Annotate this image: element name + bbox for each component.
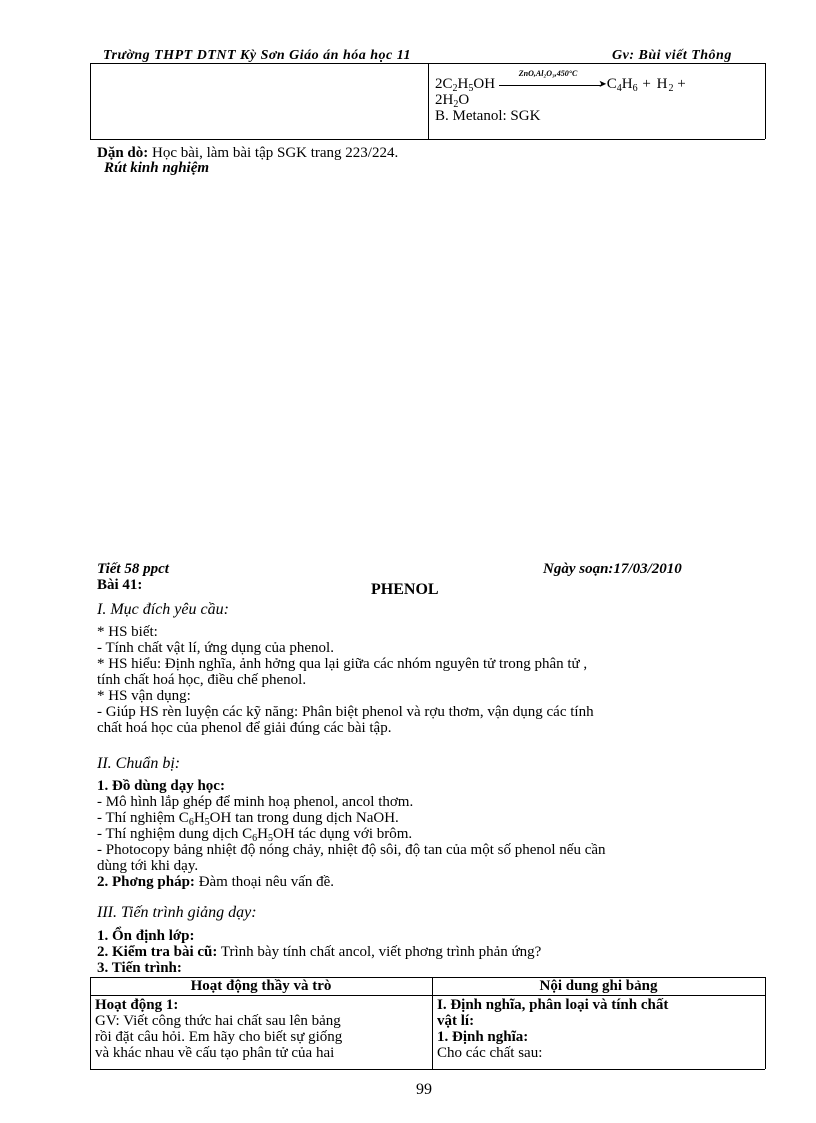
page-number: 99 bbox=[416, 1081, 432, 1098]
section2-title: II. Chuẩn bị: bbox=[97, 755, 181, 772]
reaction-line: $2C_2H_5OH$ ZnO,Al₂O₃,450°C ➤ $C_4H_6 + H_2$ + bbox=[435, 68, 686, 94]
section1-line: * HS biết: bbox=[97, 624, 158, 640]
lesson-number: Bài 41: bbox=[97, 577, 143, 593]
step-1: 1. Ổn định lớp: bbox=[97, 928, 195, 944]
reaction-line-2: $2H_2O$ bbox=[435, 92, 470, 110]
equipment-line: dùng tới khi dạy. bbox=[97, 858, 199, 874]
step-3: 3. Tiến trình: bbox=[97, 960, 182, 976]
lesson-title: PHENOL bbox=[371, 581, 439, 598]
equipment-line: - Photocopy bảng nhiệt độ nóng chảy, nhiệt độ sôi, độ tan của một số phenol nếu cần bbox=[97, 842, 606, 858]
section1-title: I. Mục đích yêu cầu: bbox=[97, 601, 229, 618]
col1-header: Hoạt động thầy và trò bbox=[190, 978, 332, 994]
section2-sub1: 1. Đồ dùng dạy học: bbox=[97, 778, 225, 794]
section3-body bbox=[97, 928, 759, 976]
section2-body bbox=[97, 794, 759, 890]
reaction-arrow: ZnO,Al₂O₃,450°C ➤ bbox=[499, 78, 607, 92]
period-label: Tiết 58 ppct bbox=[97, 561, 169, 577]
step-2: 2. Kiểm tra bài cũ: Trình bày tính chất ancol, viết phơng trình phản ứng? bbox=[97, 944, 542, 960]
section1-line: - Giúp HS rèn luyện các kỹ năng: Phân biệt phenol và rợu thơm, vận dụng các tính bbox=[97, 704, 594, 720]
col2-header: Nội dung ghi bảng bbox=[539, 978, 658, 994]
section1-line: chất hoá học của phenol để giải đúng các bài tập. bbox=[97, 720, 392, 736]
activity-line: và khác nhau về cấu tạo phân tử của hai bbox=[95, 1045, 335, 1061]
table-right-border bbox=[765, 63, 766, 139]
homework-line: Dặn dò: Học bài, làm bài tập SGK trang 223/224. bbox=[97, 145, 399, 161]
section1-line: tính chất hoá học, điều chế phenol. bbox=[97, 672, 307, 688]
table-bottom-border bbox=[90, 139, 765, 140]
page-header-right: Gv: Bùi viết Thông bbox=[612, 48, 732, 63]
metanol-line: B. Metanol: SGK bbox=[435, 108, 541, 124]
bottom-table-right-border bbox=[765, 977, 766, 1069]
equipment-line: - Mô hình lắp ghép để minh hoạ phenol, ancol thơm. bbox=[97, 794, 414, 810]
content-title: I. Định nghĩa, phân loại và tính chất bbox=[437, 997, 669, 1013]
table-middle-border bbox=[428, 63, 429, 139]
activity-line: rồi đặt câu hỏi. Em hãy cho biết sự giống bbox=[95, 1029, 343, 1045]
activity-title: Hoạt động 1: bbox=[95, 997, 179, 1013]
section3-title: III. Tiến trình giảng dạy: bbox=[97, 904, 257, 921]
section1-body bbox=[97, 624, 759, 736]
page-header-left: Trường THPT DTNT Kỳ Sơn Giáo án hóa học 11 bbox=[103, 48, 411, 63]
experiment-1: - Thí nghiệm $C_6H_5OH$ tan trong dung dịch NaOH. bbox=[97, 810, 399, 828]
activity-line: GV: Viết công thức hai chất sau lên bảng bbox=[95, 1013, 341, 1029]
experiment-2: - Thí nghiệm dung dịch $C_6H_5OH$ tác dụng với brôm. bbox=[97, 826, 413, 844]
content-subtitle: 1. Định nghĩa: bbox=[437, 1029, 529, 1045]
col1-content bbox=[95, 997, 427, 1061]
section1-line: - Tính chất vật lí, ứng dụng của phenol. bbox=[97, 640, 334, 656]
method-line: 2. Phơng pháp: Đàm thoại nêu vấn đề. bbox=[97, 874, 335, 890]
experience-heading: Rút kinh nghiệm bbox=[104, 160, 210, 176]
date-label: Ngày soạn:17/03/2010 bbox=[543, 561, 682, 577]
bottom-table-bottom-border bbox=[90, 1069, 765, 1070]
table-left-border bbox=[90, 63, 91, 139]
content-title-cont: vật lí: bbox=[437, 1013, 475, 1029]
section1-line: * HS vận dụng: bbox=[97, 688, 191, 704]
section1-line: * HS hiểu: Định nghĩa, ảnh hởng qua lại giữa các nhóm nguyên tử trong phân tử , bbox=[97, 656, 588, 672]
bottom-table-header-border bbox=[90, 995, 765, 996]
content-line: Cho các chất sau: bbox=[437, 1045, 543, 1061]
col2-content bbox=[437, 997, 761, 1061]
